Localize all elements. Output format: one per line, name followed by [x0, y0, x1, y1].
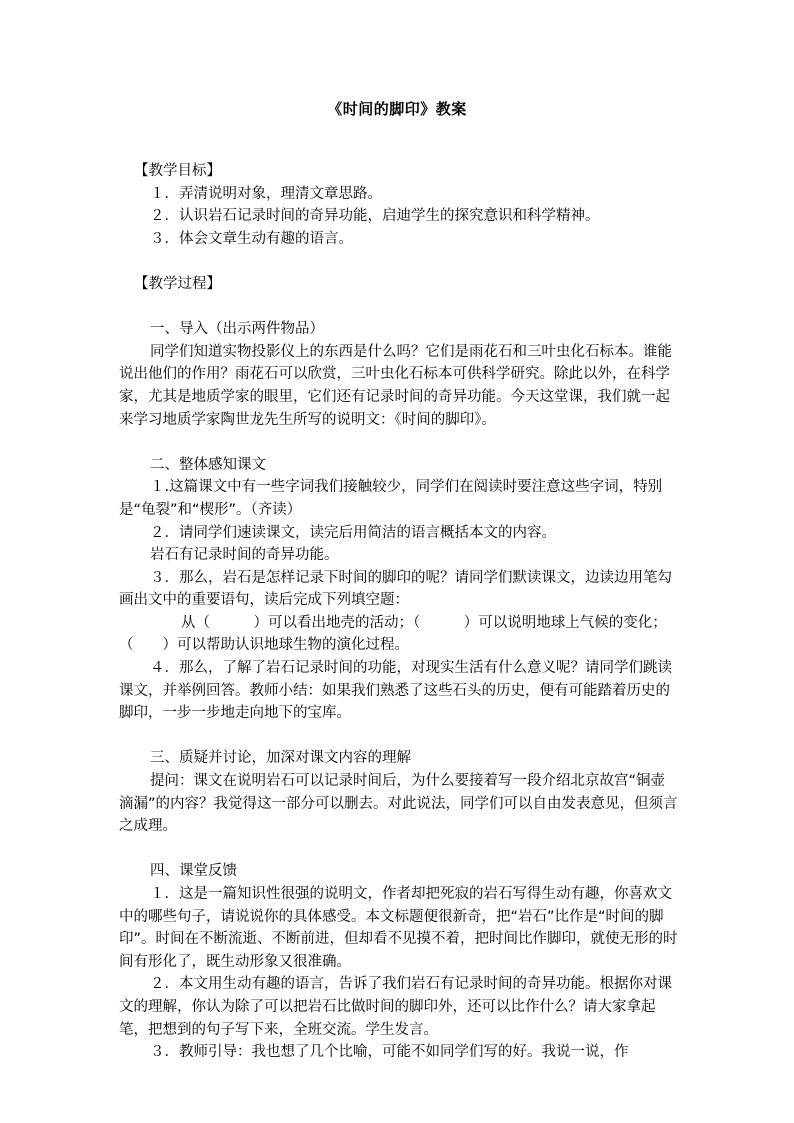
paragraph: ３．那么，岩石是怎样记录下时间的脚印的呢？请同学们默读课文，边读边用笔勾画出文中的重要语句，读后完成下列填空题：	[119, 569, 672, 609]
paragraph: ４．那么，了解了岩石记录时间的功能，对现实生活有什么意义呢？请同学们跳读课文，并举例回答。教师小结：如果我们熟悉了这些石头的历史，便有可能踏着历史的脚印，一步一步地走向地下的宝库。	[119, 660, 672, 722]
paragraph: ２．本文用生动有趣的语言，告诉了我们岩石有记录时间的奇异功能。根据你对课文的理解，你认为除了可以把岩石比做时间的脚印外，还可以比作什么？请大家拿起笔，把想到的句子写下来，全班交流。学生发言。	[119, 976, 672, 1038]
fill-in-blank: 从（ ）可以看出地壳的活动；（ ）可以说明地球上气候的变化；（ ）可以帮助认识地球生物的演化过程。	[119, 614, 667, 654]
document-title: 《时间的脚印》教案	[327, 100, 467, 118]
goals-heading: 【教学目标】	[134, 163, 221, 179]
section-heading: 四、课堂反馈	[150, 863, 237, 880]
paragraph: １．这是一篇知识性很强的说明文，作者却把死寂的岩石写得生动有趣，你喜欢文中的哪些句子，请说说你的具体感受。本文标题便很新奇，把“岩石”比作是“时间的脚印”。时间在不断流逝、不断前进，但却看不见摸不着，把时间比作脚印，就使无形的时间有形化了，既生动形象又很准确。	[119, 886, 678, 970]
goal-item: ２．认识岩石记录时间的奇异功能，启迪学生的探究意识和科学精神。	[150, 208, 600, 225]
section-heading: 一、导入（出示两件物品）	[150, 321, 324, 338]
paragraph: ２．请同学们速读课文，读完后用简洁的语言概括本文的内容。	[150, 524, 556, 541]
goal-item: １．弄清说明对象，理清文章思路。	[150, 185, 382, 202]
document-body	[119, 160, 679, 1064]
paragraph: 岩石有记录时间的奇异功能。	[150, 547, 339, 564]
section-heading: 二、整体感知课文	[150, 456, 266, 473]
paragraph: １.这篇课文中有一些字词我们接触较少，同学们在阅读时要注意这些字词，特别是“龟裂”和“楔形”。（齐读）	[119, 479, 663, 518]
paragraph: ３．教师引导：我也想了几个比喻，可能不如同学们写的好。我说一说，作	[150, 1044, 629, 1061]
process-heading: 【教学过程】	[134, 275, 221, 292]
paragraph: 提问：课文在说明岩石可以记录时间后，为什么要接着写一段介绍北京故宫“铜壶滴漏”的内容？我觉得这一部分可以删去。对此说法，同学们可以自由发表意见，但须言之成理。	[119, 773, 678, 835]
goal-item: ３．体会文章生动有趣的语言。	[150, 230, 353, 247]
section-heading: 三、质疑并讨论，加深对课文内容的理解	[150, 750, 411, 767]
paragraph: 同学们知道实物投影仪上的东西是什么吗？它们是雨花石和三叶虫化石标本。谁能说出他们的作用？雨花石可以欣赏，三叶虫化石标本可供科学研究。除此以外，在科学家，尤其是地质学家的眼里，它们还有记录时间的奇异功能。今天这堂课，我们就一起来学习地质学家陶世龙先生所写的说明文：《时间的脚印》。	[119, 343, 672, 428]
